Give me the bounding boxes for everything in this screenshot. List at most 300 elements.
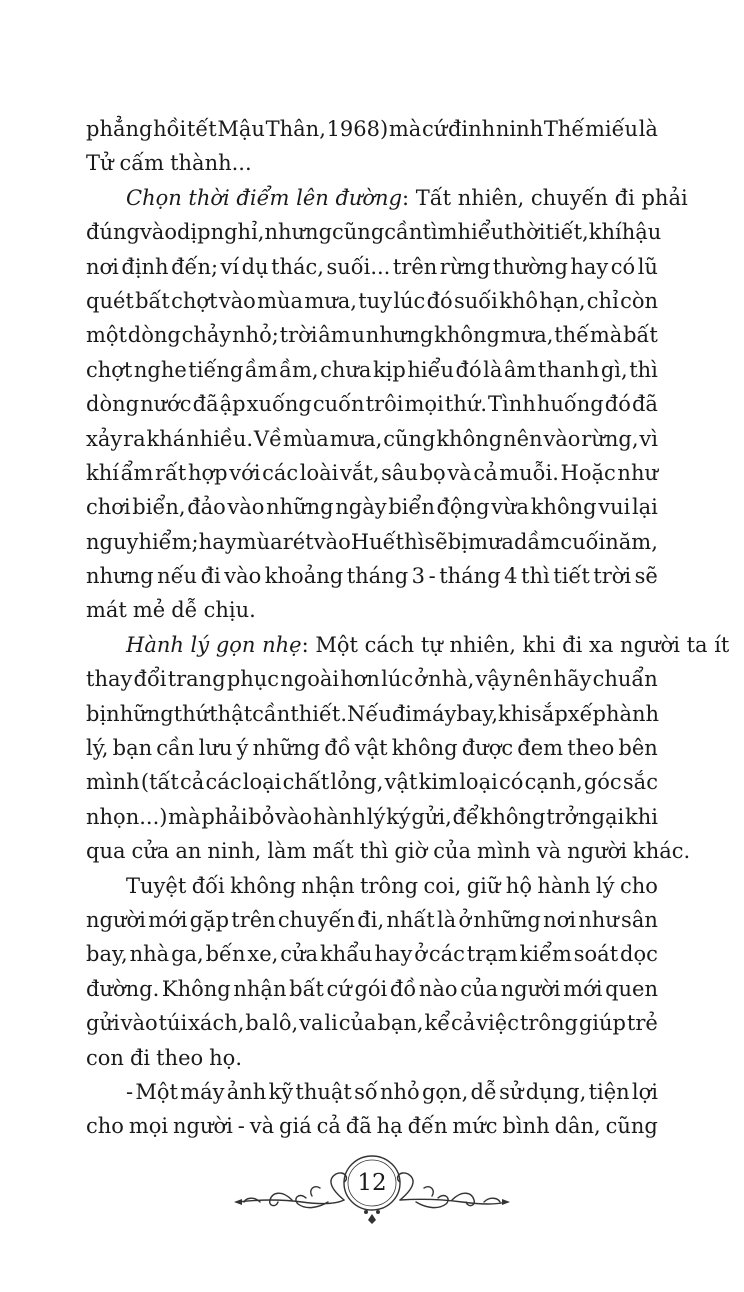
word: cuối: [560, 529, 606, 554]
text-line: [86, 972, 658, 1006]
word: nhà: [129, 942, 170, 967]
word: vào: [139, 220, 177, 245]
text-line: [86, 525, 658, 559]
word: khẩu: [319, 942, 373, 967]
word: đó: [604, 392, 631, 417]
word: không: [479, 804, 546, 829]
word: bay,: [86, 942, 128, 967]
word: tháng: [439, 564, 501, 589]
word: phải: [201, 804, 248, 829]
word: vui: [598, 495, 631, 520]
word: hành: [312, 804, 366, 829]
word: hay: [570, 254, 609, 279]
word: nhỏ: [380, 1079, 420, 1104]
word: gửi: [86, 1011, 120, 1036]
word: tiện: [588, 1079, 630, 1104]
word: soát: [573, 942, 619, 967]
word: và: [447, 460, 472, 485]
word: sâu: [381, 460, 418, 485]
word: tiết: [553, 564, 590, 589]
word: trông: [359, 873, 419, 898]
text-line: [86, 422, 658, 456]
word: biển: [388, 495, 435, 520]
word: giờ: [394, 839, 428, 864]
word: ở: [458, 907, 472, 932]
word: cấm: [119, 151, 165, 176]
word: nhọn...): [86, 804, 168, 829]
word: hợp: [188, 460, 228, 485]
word: người: [86, 907, 146, 932]
word: Nếu: [347, 701, 392, 726]
word: những: [106, 701, 174, 726]
word: biển,: [132, 495, 186, 520]
word: chợt: [171, 288, 218, 313]
word: tuy: [358, 288, 393, 313]
word: cuốn: [312, 392, 365, 417]
word: loại: [242, 770, 282, 795]
word: người: [567, 839, 627, 864]
word: nào: [418, 976, 458, 1001]
word: không: [434, 323, 500, 348]
word: ký: [386, 804, 411, 829]
word: qua: [86, 839, 126, 864]
word: muỗi.: [499, 460, 559, 485]
word: như: [617, 460, 658, 485]
word: cả: [180, 770, 205, 795]
word: thường: [492, 254, 568, 279]
text-line: [86, 559, 658, 593]
word: Hoặc: [560, 460, 616, 485]
word: đến;: [171, 254, 219, 279]
word: góc: [583, 770, 622, 795]
word: đến: [407, 1114, 448, 1139]
word: gọn,: [421, 1079, 469, 1104]
word: cứ: [421, 117, 448, 141]
text-line: [86, 112, 658, 146]
word: vào: [227, 495, 265, 520]
word: rét: [282, 529, 314, 554]
word: số: [354, 1079, 378, 1104]
word: rất: [155, 460, 187, 485]
word: chưa: [320, 357, 372, 382]
word: cả: [473, 460, 498, 485]
word: Không: [161, 976, 231, 1001]
word: có: [499, 770, 524, 795]
word: nước: [140, 392, 192, 417]
word: những: [266, 495, 334, 520]
word: cạnh,: [524, 770, 583, 795]
word: sắc: [622, 770, 658, 795]
word: vật: [384, 770, 418, 795]
word: kỹ: [268, 1079, 294, 1104]
word: xe,: [247, 942, 279, 967]
word: quét: [86, 288, 134, 313]
word: phẳng: [86, 117, 153, 141]
word: máy: [412, 701, 457, 726]
word: ngày: [335, 495, 387, 520]
word: như: [578, 907, 619, 932]
word: thiết.: [290, 701, 348, 726]
word: lúc: [381, 667, 414, 692]
word: chất: [282, 770, 330, 795]
word: những: [473, 907, 541, 932]
word: không: [530, 495, 597, 520]
word: mọi: [128, 1114, 169, 1139]
word: hiểu: [407, 357, 455, 382]
word: lưu: [198, 736, 233, 761]
text-line: [86, 662, 658, 696]
word: mưa: [467, 529, 514, 554]
word: xếp: [567, 701, 606, 726]
word: cũng: [383, 426, 436, 451]
word: cần: [156, 736, 195, 761]
word: sẽ: [424, 529, 448, 554]
word: mẻ: [132, 598, 166, 623]
word: vì: [639, 426, 658, 451]
word: lợi: [631, 1079, 658, 1104]
word: thì: [395, 529, 425, 554]
word: nhận: [233, 976, 287, 1001]
word: bất: [289, 976, 324, 1001]
word: dọc: [620, 942, 658, 967]
word: trôi: [365, 392, 404, 417]
word: 4: [504, 564, 518, 589]
word: nguy: [86, 529, 139, 554]
word: họ.: [209, 1045, 242, 1070]
word: thuật: [295, 1079, 352, 1104]
word: còn: [620, 288, 658, 313]
word: bọ: [419, 460, 446, 485]
word: ví: [220, 254, 240, 279]
word: ninh,: [207, 839, 262, 864]
word: trời: [593, 564, 632, 589]
text-line: [86, 250, 658, 284]
word: khô: [499, 288, 538, 313]
word: và: [249, 1114, 275, 1139]
word: khí: [86, 460, 119, 485]
word: của: [460, 976, 499, 1001]
word: Thế: [543, 117, 585, 141]
word: hơn: [340, 667, 380, 692]
word: các: [262, 460, 299, 485]
word: thật: [209, 701, 253, 726]
word: xảy: [86, 426, 123, 451]
word: chảy: [181, 323, 232, 348]
word: mưa,: [329, 426, 383, 451]
word: gì,: [600, 357, 628, 382]
word: ở: [414, 942, 427, 967]
word: đó: [426, 288, 453, 313]
word: vào: [275, 804, 313, 829]
word: một: [86, 323, 127, 348]
word: quen: [605, 976, 658, 1001]
word: con: [86, 1045, 124, 1070]
word: Thân,: [265, 117, 326, 141]
word: làm: [267, 839, 307, 864]
word: bạn: [112, 736, 153, 761]
section-lead-italic: Hành lý gọn nhẹ: [126, 632, 302, 657]
word: bỏ: [248, 804, 275, 829]
word: khoảng: [264, 564, 344, 589]
word: đường.: [86, 976, 160, 1001]
word: theo: [156, 1045, 204, 1070]
word: không: [391, 736, 458, 761]
word: đi,: [357, 907, 385, 932]
word: Một: [135, 1079, 178, 1104]
word: mưa,: [304, 288, 357, 313]
word: những: [252, 736, 321, 761]
word: hiểu: [457, 220, 505, 245]
word: 3: [411, 564, 426, 589]
word: Tuyệt: [126, 873, 187, 898]
word: ầm,: [279, 357, 319, 382]
word: túi: [158, 1011, 188, 1036]
word: Mậu: [217, 117, 265, 141]
word: nhất: [386, 907, 435, 932]
word: vừa: [491, 495, 530, 520]
word: bị: [447, 529, 468, 554]
word: dầm: [514, 529, 561, 554]
text-line: [86, 146, 658, 180]
text-line: [86, 1109, 658, 1143]
word: đinh: [447, 117, 496, 141]
word: cả: [316, 1114, 341, 1139]
word: đi: [200, 564, 221, 589]
word: mình: [477, 839, 531, 864]
text-line: [86, 834, 691, 868]
word: nhỏ;: [232, 323, 279, 348]
word: thì: [629, 357, 658, 382]
word: mát: [86, 598, 127, 623]
word: thì: [359, 839, 389, 864]
word: máy: [180, 1079, 225, 1104]
word: suối: [453, 288, 498, 313]
word: hành: [537, 873, 591, 898]
word: Tử: [86, 151, 114, 176]
word: lý: [366, 804, 386, 829]
word: phục: [226, 667, 280, 692]
word: u: [351, 323, 366, 348]
word: đi: [129, 1045, 151, 1070]
text-line: [86, 765, 658, 799]
word: xuống: [246, 392, 312, 417]
word: tháng: [346, 564, 409, 589]
word: rừng,: [581, 426, 639, 451]
word: lũ: [637, 254, 658, 279]
word: giá: [279, 1114, 312, 1139]
text-line: [86, 937, 658, 971]
text-line: [86, 387, 658, 421]
word: sắp: [531, 701, 568, 726]
word: âm: [318, 323, 351, 348]
word: nhưng: [264, 220, 333, 245]
word: bất: [623, 323, 658, 348]
word: thứ: [173, 701, 210, 726]
word: cũng: [605, 1114, 658, 1139]
word: suối...: [326, 254, 391, 279]
word: tìm: [422, 220, 458, 245]
word: kiểm: [519, 942, 572, 967]
word: Tình: [488, 392, 536, 417]
word: coi,: [423, 873, 462, 898]
word: sẽ: [634, 564, 658, 589]
word: nơi: [543, 907, 576, 932]
word: thì: [521, 564, 550, 589]
word: cửa: [280, 942, 319, 967]
word: cửa: [131, 839, 170, 864]
word: nhiều.: [186, 426, 254, 451]
word: -: [126, 1079, 134, 1104]
word: mà: [388, 117, 422, 141]
word: trông: [519, 1011, 578, 1036]
word: ga,: [171, 942, 204, 967]
word: dòng: [86, 392, 140, 417]
word: va: [299, 1011, 324, 1036]
word: hộ: [505, 873, 532, 898]
word: nhà,: [428, 667, 475, 692]
word: mới: [148, 907, 188, 932]
word: vào: [218, 288, 256, 313]
word: nên: [503, 426, 543, 451]
word: người: [500, 976, 561, 1001]
page-number: 12: [357, 1170, 387, 1196]
text-line: [86, 181, 688, 215]
word: ập: [219, 392, 246, 417]
word: khi: [625, 804, 658, 829]
word: hãy: [553, 667, 592, 692]
word: bình: [502, 1114, 550, 1139]
text-line: [86, 284, 658, 318]
word: được: [461, 736, 514, 761]
word: ngại: [578, 804, 625, 829]
text-line: [86, 628, 730, 662]
word: cả: [451, 1011, 476, 1036]
word: nghe: [133, 357, 187, 382]
word: đúng: [86, 220, 140, 245]
word: bên: [618, 736, 658, 761]
word: Về: [253, 426, 282, 451]
word: năm,: [605, 529, 658, 554]
text-line: [86, 593, 658, 627]
word: kịp: [372, 357, 406, 382]
word: đổi: [133, 667, 167, 692]
text-line: [86, 903, 658, 937]
word: dịp: [176, 220, 211, 245]
word: dễ: [470, 1079, 497, 1104]
text-line: [86, 731, 658, 765]
text-line: [86, 1041, 658, 1075]
word: lại: [631, 495, 658, 520]
word: và: [536, 839, 562, 864]
word: tiết,: [545, 220, 589, 245]
word: chỉ: [586, 288, 619, 313]
word: lỏng,: [330, 770, 384, 795]
word: tết: [186, 117, 217, 141]
word: hiểm;: [138, 529, 199, 554]
word: thời: [504, 220, 546, 245]
word: cứ: [326, 976, 352, 1001]
text-line: [86, 215, 662, 249]
text-line: [86, 1006, 658, 1040]
word: đem: [517, 736, 564, 761]
word: cũng: [332, 220, 385, 245]
word: khá: [146, 426, 186, 451]
word: chuẩn: [592, 667, 658, 692]
word: loài: [299, 460, 339, 485]
word: động: [436, 495, 490, 520]
word: dân,: [554, 1114, 601, 1139]
word: ba: [245, 1011, 272, 1036]
word: giúp: [578, 1011, 626, 1036]
word: nhưng: [365, 323, 434, 348]
word: việc: [476, 1011, 519, 1036]
word: mùa: [257, 288, 304, 313]
word: đi: [391, 701, 413, 726]
word: trạm: [466, 942, 518, 967]
word: vào: [120, 1011, 158, 1036]
word: thứ.: [444, 392, 487, 417]
word: Huế: [350, 529, 396, 554]
word: dụng,: [525, 1079, 587, 1104]
word: vậy: [475, 667, 512, 692]
word: vào: [543, 426, 581, 451]
body-text: [86, 112, 730, 1144]
word: dễ: [171, 598, 198, 623]
word: vào: [313, 529, 351, 554]
word: -: [237, 1114, 245, 1139]
word: mưa,: [500, 323, 554, 348]
word: là: [483, 357, 503, 382]
word: lúc: [393, 288, 426, 313]
word: mùa: [236, 529, 283, 554]
word: hậu: [621, 220, 662, 245]
word: đã: [631, 392, 658, 417]
word: khí: [588, 220, 622, 245]
word: lý,: [86, 736, 109, 761]
word: mà: [168, 804, 201, 829]
word: thay: [86, 667, 133, 692]
word: hạ: [376, 1114, 403, 1139]
word: dòng: [127, 323, 181, 348]
word: nhưng: [86, 564, 154, 589]
word: bến: [205, 942, 246, 967]
word: người: [173, 1114, 233, 1139]
word: mức: [452, 1114, 498, 1139]
word: ra: [123, 426, 146, 451]
word: đã: [345, 1114, 372, 1139]
word: giữ: [466, 873, 501, 898]
section-lead-italic: Chọn thời điểm lên đường: [126, 185, 403, 210]
text-line: [86, 456, 658, 490]
word: khác.: [632, 839, 691, 864]
word: ảnh: [226, 1079, 267, 1104]
word: mọi: [404, 392, 444, 417]
word: cần: [252, 701, 291, 726]
word: chịu.: [203, 598, 256, 623]
word: rừng: [439, 254, 491, 279]
word: các: [205, 770, 242, 795]
word: chuyến: [277, 907, 356, 932]
word: mình: [86, 770, 140, 795]
word: không: [230, 873, 296, 898]
text-line: [86, 800, 658, 834]
word: cần: [384, 220, 423, 245]
word: thác,: [271, 254, 324, 279]
word: vào: [224, 564, 262, 589]
text-line: [86, 697, 658, 731]
word: hồi: [153, 117, 187, 141]
word: lý: [595, 873, 615, 898]
